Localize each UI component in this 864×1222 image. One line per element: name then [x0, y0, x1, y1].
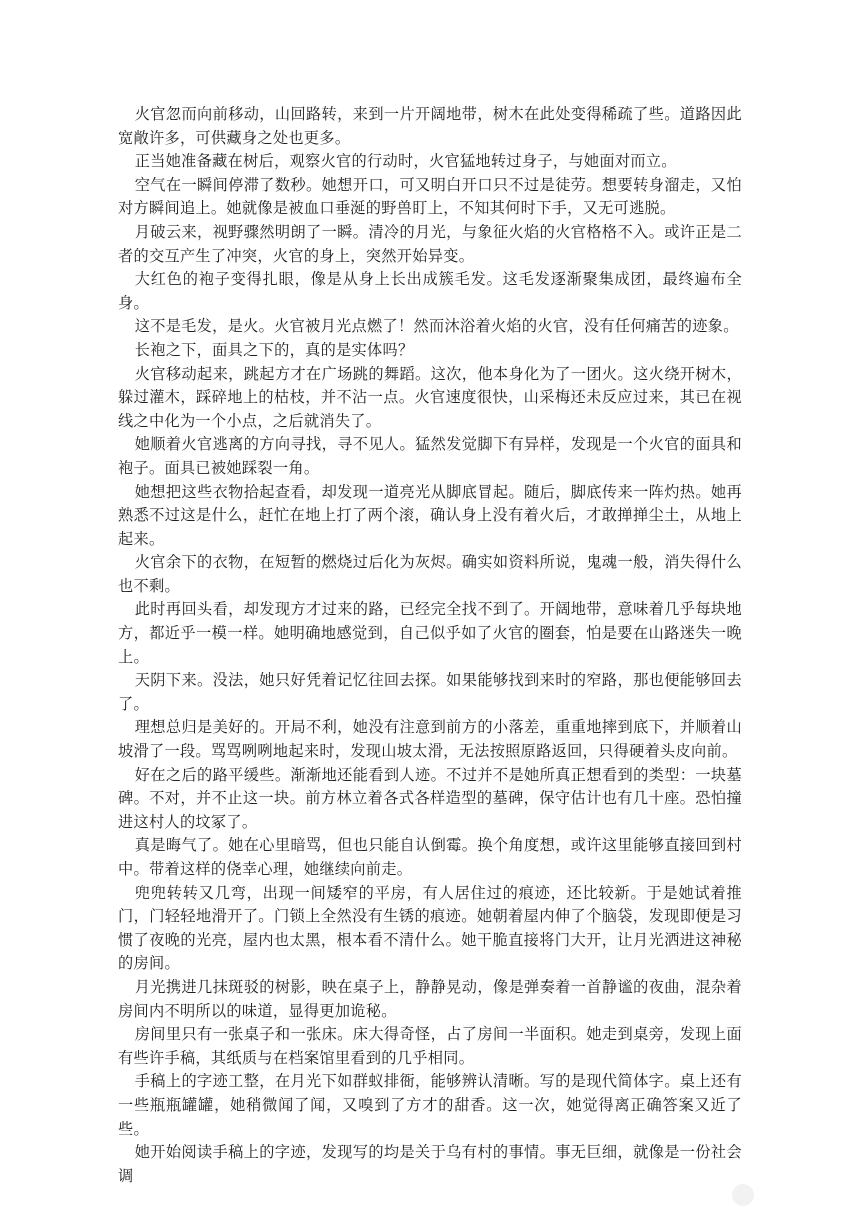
- paragraph: 长袍之下，面具之下的，真的是实体吗？: [134, 340, 414, 359]
- paragraph: 她想把这些衣物拾起查看，却发现一道亮光从脚底冒起。随后，脚底传来一阵灼热。她再熟悉不过这是什么，赶忙在地上打了两个滚，确认身上没有着火后，才敢掸掸尘土，从地上起来。: [118, 482, 742, 548]
- paragraph: 火官移动起来，跳起方才在广场跳的舞蹈。这次，他本身化为了一团火。这火绕开树木，躲过灌木，踩碎地上的枯枝，并不沾一点。火官速度很快，山采梅还未反应过来，其已在视线之中化为一个小点，之后就消失了。: [118, 364, 742, 430]
- paragraph: 真是晦气了。她在心里暗骂，但也只能自认倒霉。换个角度想，或许这里能够直接回到村中。带着这样的侥幸心理，她继续向前走。: [118, 836, 742, 878]
- paragraph: 手稿上的字迹工整，在月光下如群蚁排衙，能够辨认清晰。写的是现代简体字。桌上还有一些瓶瓶罐罐，她稍微闻了闻，又嗅到了方才的甜香。这一次，她觉得离正确答案又近了些。: [118, 1072, 742, 1138]
- paragraph: 兜兜转转又几弯，出现一间矮窄的平房，有人居住过的痕迹，还比较新。于是她试着推门，门轻轻地滑开了。门锁上全然没有生锈的痕迹。她朝着屋内伸了个脑袋，发现即便是习惯了夜晚的光亮，屋内也太黑，根本看不清什么。她干脆直接将门大开，让月光洒进这神秘的房间。: [118, 883, 742, 973]
- paragraph: 大红色的袍子变得扎眼，像是从身上长出成簇毛发。这毛发逐渐聚集成团，最终遍布全身。: [118, 270, 742, 312]
- document-body: [118, 103, 742, 1188]
- paragraph: 火官余下的衣物，在短暂的燃烧过后化为灰烬。确实如资料所说，鬼魂一般，消失得什么也不剩。: [118, 553, 742, 595]
- paragraph: 空气在一瞬间停滞了数秒。她想开口，可又明白开口只不过是徒劳。想要转身溜走，又怕对方瞬间追上。她就像是被血口垂涎的野兽盯上，不知其何时下手，又无可逃脱。: [118, 175, 742, 218]
- watermark-icon: [732, 1184, 754, 1206]
- paragraph: 房间里只有一张桌子和一张床。床大得奇怪，占了房间一半面积。她走到桌旁，发现上面有些许手稿，其纸质与在档案馆里看到的几乎相同。: [118, 1025, 742, 1067]
- paragraph: 好在之后的路平缓些。渐渐地还能看到人迹。不过并不是她所真正想看到的类型：一块墓碑。不对，并不止这一块。前方林立着各式各样造型的墓碑，保守估计也有几十座。恐怕撞进这村人的坟冢了。: [118, 765, 742, 831]
- paragraph: 她开始阅读手稿上的字迹，发现写的均是关于乌有村的事情。事无巨细，就像是一份社会调: [118, 1143, 742, 1185]
- paragraph: 此时再回头看，却发现方才过来的路，已经完全找不到了。开阔地带，意味着几乎每块地方，都近乎一模一样。她明确地感觉到，自己似乎如了火官的圈套，怕是要在山路迷失一晚上。: [118, 600, 742, 666]
- paragraph: 月破云来，视野骤然明朗了一瞬。清冷的月光，与象征火焰的火官格格不入。或许正是二者的交互产生了冲突，火官的身上，突然开始异变。: [118, 222, 742, 265]
- paragraph: 这不是毛发，是火。火官被月光点燃了！然而沐浴着火焰的火官，没有任何痛苦的迹象。: [134, 317, 739, 336]
- paragraph: 天阴下来。没法，她只好凭着记忆往回去探。如果能够找到来时的窄路，那也便能够回去了。: [118, 671, 742, 713]
- paragraph: 正当她准备藏在树后，观察火官的行动时，火官猛地转过身子，与她面对而立。: [134, 152, 677, 171]
- paragraph: 月光携进几抹斑驳的树影，映在桌子上，静静晃动，像是弹奏着一首静谧的夜曲，混杂着房间内不明所以的味道，显得更加诡秘。: [118, 977, 742, 1020]
- paragraph: 火官忽而向前移动，山回路转，来到一片开阔地带，树木在此处变得稀疏了些。道路因此宽敞许多，可供藏身之处也更多。: [118, 105, 742, 147]
- paragraph: 理想总归是美好的。开局不利，她没有注意到前方的小落差，重重地摔到底下，并顺着山坡滑了一段。骂骂咧咧地起来时，发现山坡太滑，无法按照原路返回，只得硬着头皮向前。: [118, 718, 742, 761]
- paragraph: 她顺着火官逃离的方向寻找，寻不见人。猛然发觉脚下有异样，发现是一个火官的面具和袍子。面具已被她踩裂一角。: [118, 435, 742, 477]
